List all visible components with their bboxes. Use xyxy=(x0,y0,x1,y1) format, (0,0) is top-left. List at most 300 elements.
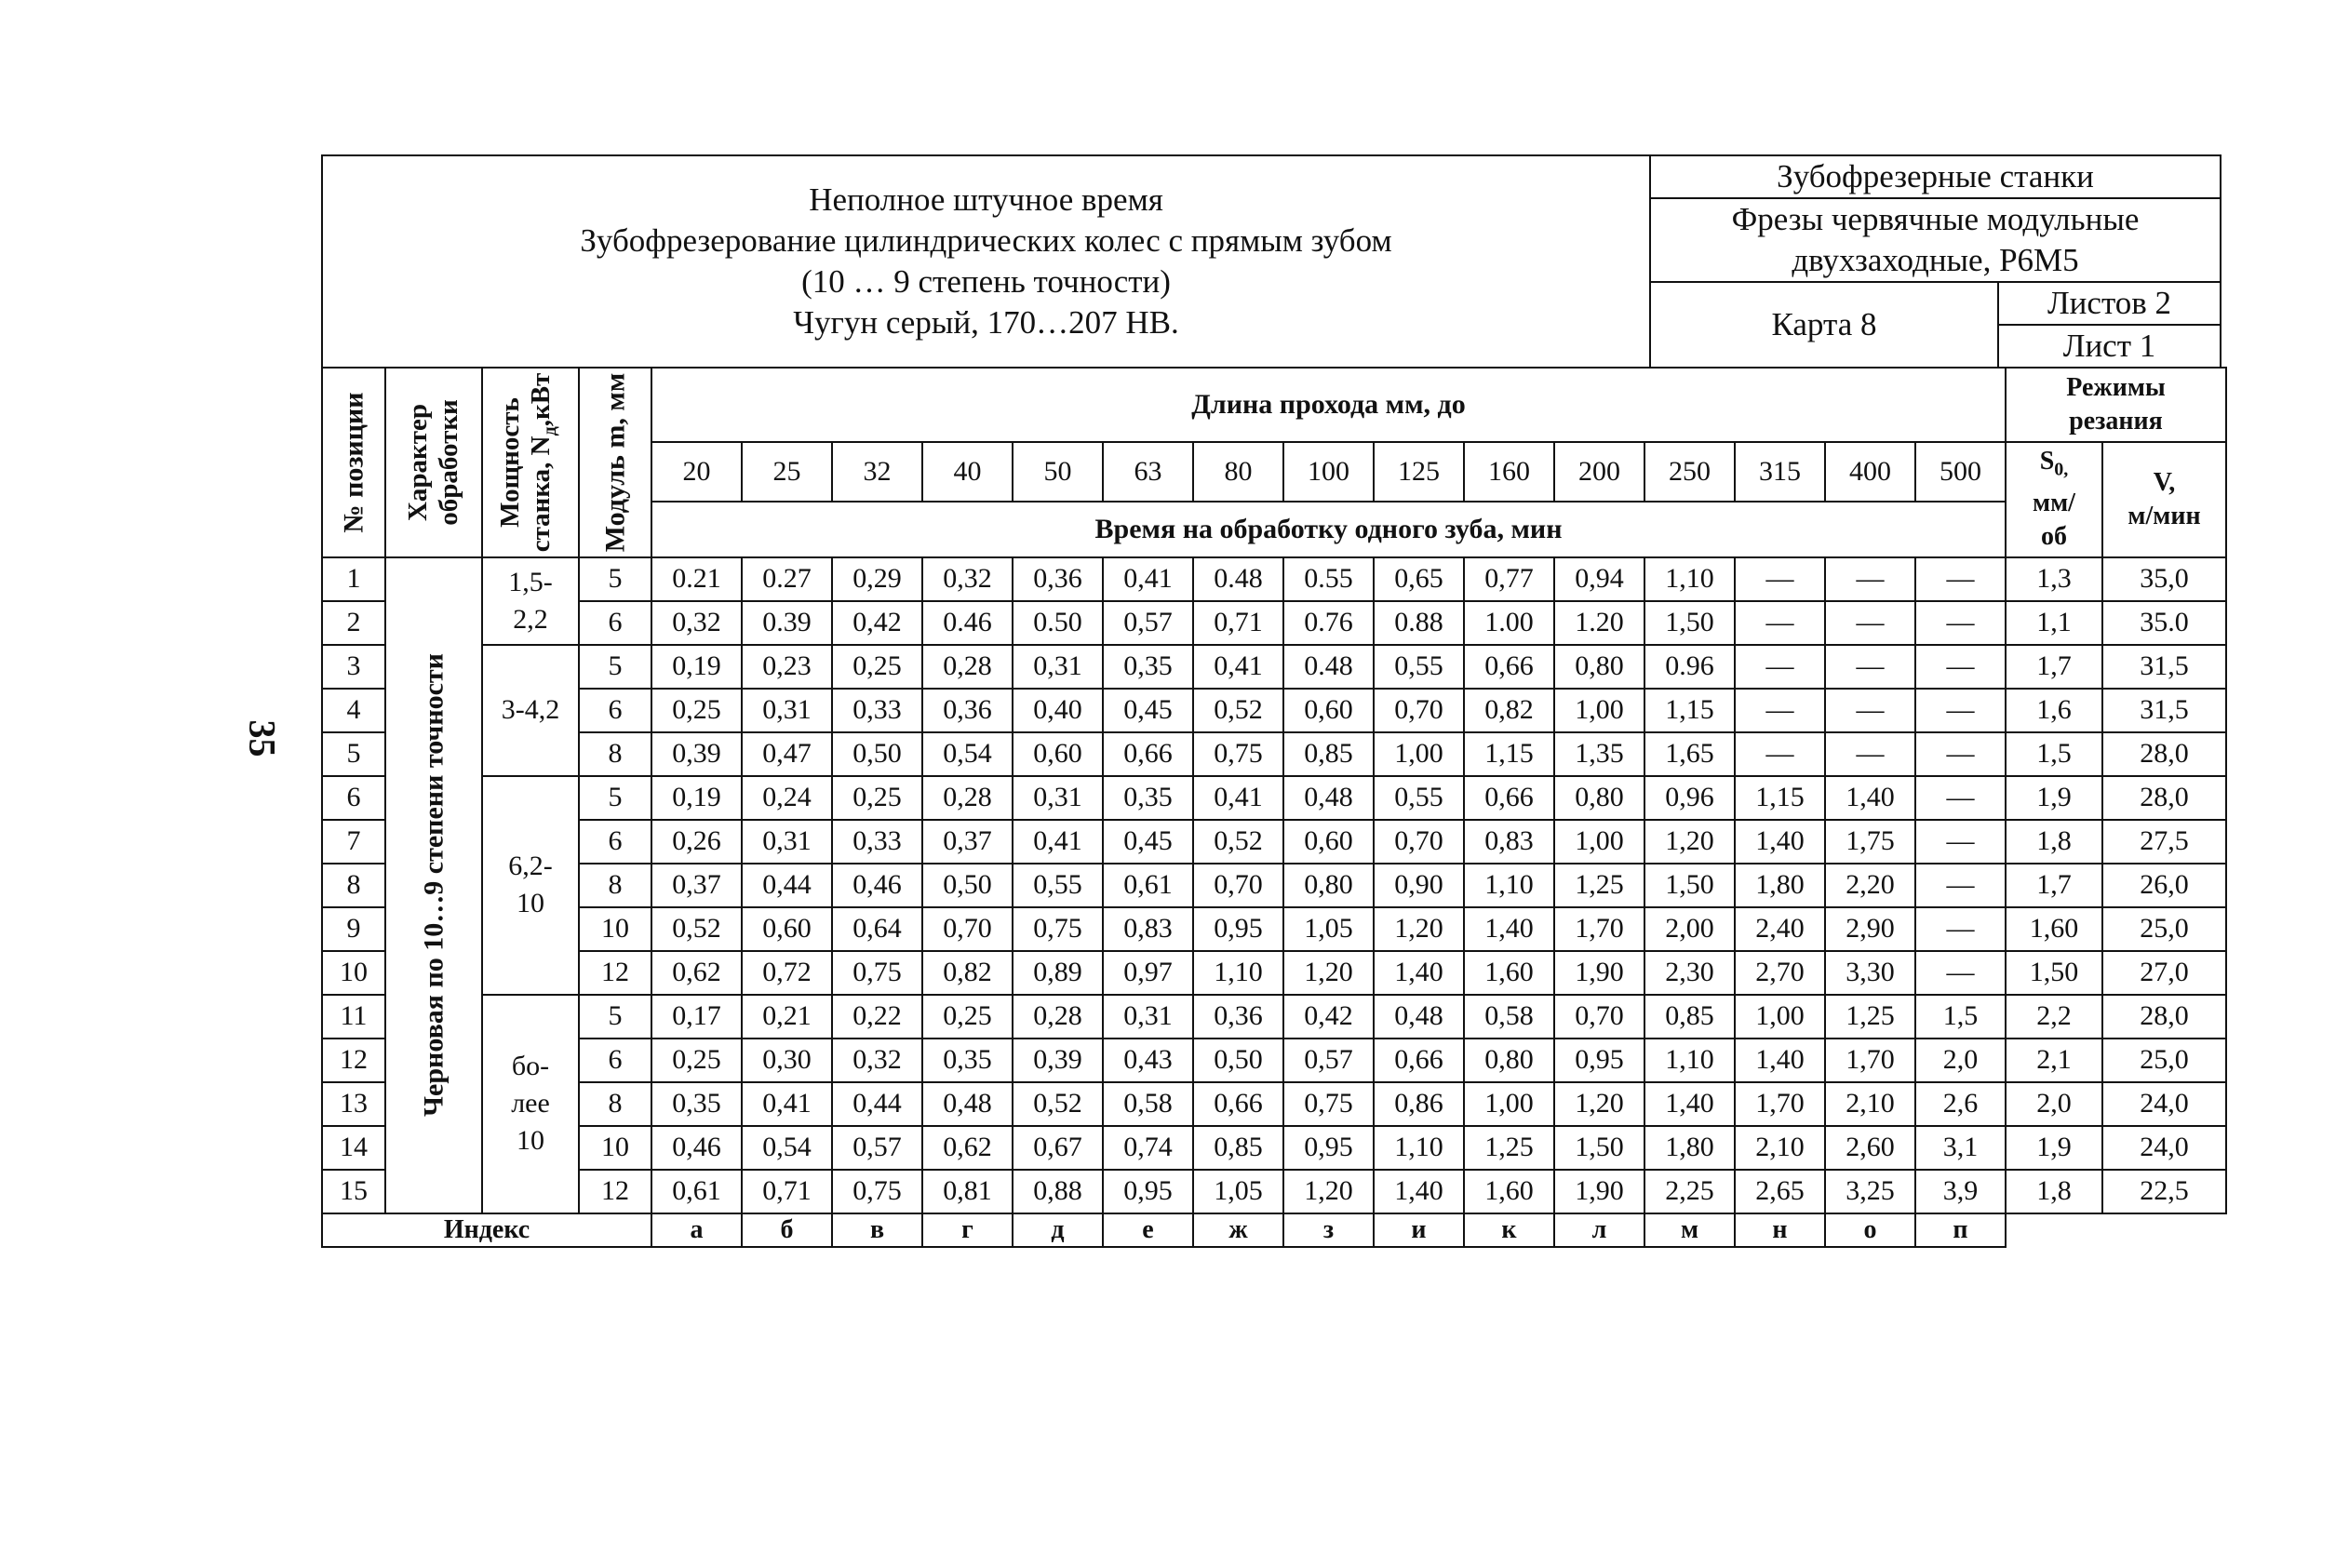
s0-cell: 1,5 xyxy=(2006,732,2102,776)
time-cell: 0,62 xyxy=(922,1126,1013,1170)
time-cell: 0,85 xyxy=(1283,732,1374,776)
time-cell: 0.48 xyxy=(1193,557,1283,601)
time-cell: 1,40 xyxy=(1464,907,1554,951)
power-group-cell xyxy=(482,557,579,645)
time-cell: 1,70 xyxy=(1735,1082,1825,1126)
power-group-line: лее xyxy=(511,1088,550,1119)
s0-cell: 1,60 xyxy=(2006,907,2102,951)
time-cell: 0,39 xyxy=(1013,1039,1103,1082)
time-cell: 0.55 xyxy=(1283,557,1374,601)
time-cell: 0,50 xyxy=(832,732,922,776)
index-letter: н xyxy=(1735,1213,1825,1247)
norm-card xyxy=(321,154,2220,1248)
time-cell: 1,50 xyxy=(1644,864,1735,907)
position-cell: 3 xyxy=(322,645,385,689)
module-cell: 6 xyxy=(579,1039,651,1082)
time-cell: 0,70 xyxy=(1374,689,1464,732)
time-cell: 0,43 xyxy=(1103,1039,1193,1082)
col-header-position-label: № позиции xyxy=(338,391,369,533)
title-line-4: Чугун серый, 170…207 HB. xyxy=(793,304,1179,341)
module-cell: 12 xyxy=(579,951,651,995)
module-cell: 8 xyxy=(579,1082,651,1126)
col-header-position xyxy=(322,368,385,557)
position-cell: 13 xyxy=(322,1082,385,1126)
time-cell: — xyxy=(1825,732,1915,776)
time-cell: 0,42 xyxy=(1283,995,1374,1039)
time-cell: 0,75 xyxy=(832,951,922,995)
position-cell: 4 xyxy=(322,689,385,732)
s0-cell: 2,1 xyxy=(2006,1039,2102,1082)
length-group-header: Длина прохода мм, до xyxy=(651,368,2006,442)
time-cell: 0,54 xyxy=(742,1126,832,1170)
v-cell: 28,0 xyxy=(2102,732,2226,776)
length-col-80: 80 xyxy=(1193,442,1283,502)
time-cell: 0,46 xyxy=(651,1126,742,1170)
time-cell: 0,77 xyxy=(1464,557,1554,601)
time-cell: — xyxy=(1915,601,2006,645)
time-cell: 0,31 xyxy=(1013,776,1103,820)
time-cell: 0,41 xyxy=(1193,645,1283,689)
time-cell: 0,23 xyxy=(742,645,832,689)
time-cell: 0,70 xyxy=(1554,995,1644,1039)
time-cell: 0,28 xyxy=(922,776,1013,820)
time-cell: 0,66 xyxy=(1103,732,1193,776)
v-cell: 31,5 xyxy=(2102,645,2226,689)
time-cell: — xyxy=(1915,689,2006,732)
position-cell: 8 xyxy=(322,864,385,907)
module-cell: 10 xyxy=(579,1126,651,1170)
time-cell: 0,60 xyxy=(742,907,832,951)
time-cell: — xyxy=(1915,951,2006,995)
time-cell: 0,45 xyxy=(1103,820,1193,864)
time-cell: 1,60 xyxy=(1464,1170,1554,1213)
time-cell: 1,25 xyxy=(1464,1126,1554,1170)
s0-cell: 1,9 xyxy=(2006,1126,2102,1170)
table-row xyxy=(322,776,2226,820)
time-cell: 0,37 xyxy=(651,864,742,907)
time-cell: 0,90 xyxy=(1374,864,1464,907)
character-label: Черновая по 10…9 степени точности xyxy=(418,653,450,1117)
position-cell: 14 xyxy=(322,1126,385,1170)
time-cell: 0,66 xyxy=(1464,776,1554,820)
page-number: 35 xyxy=(241,719,284,757)
time-cell: 2,60 xyxy=(1825,1126,1915,1170)
time-cell: 0,67 xyxy=(1013,1126,1103,1170)
time-cell: 1,75 xyxy=(1825,820,1915,864)
index-letter: г xyxy=(922,1213,1013,1247)
time-cell: 0,25 xyxy=(832,776,922,820)
time-cell: 1,10 xyxy=(1644,557,1735,601)
module-cell: 5 xyxy=(579,645,651,689)
power-group-line: 2,2 xyxy=(513,603,548,635)
table-row xyxy=(322,995,2226,1039)
length-col-250: 250 xyxy=(1644,442,1735,502)
time-cell: — xyxy=(1825,689,1915,732)
time-cell: 0,30 xyxy=(742,1039,832,1082)
length-col-20: 20 xyxy=(651,442,742,502)
time-cell: 0,25 xyxy=(651,1039,742,1082)
time-cell: — xyxy=(1735,689,1825,732)
time-cell: — xyxy=(1915,732,2006,776)
time-cell: 2,40 xyxy=(1735,907,1825,951)
col-header-power xyxy=(482,368,579,557)
index-letter: о xyxy=(1825,1213,1915,1247)
time-cell: 0,60 xyxy=(1283,820,1374,864)
time-cell: — xyxy=(1915,820,2006,864)
position-cell: 2 xyxy=(322,601,385,645)
norm-table xyxy=(321,367,2227,1248)
tool-line-2: двухзаходные, Р6М5 xyxy=(1792,242,2079,278)
time-cell: 0,75 xyxy=(1013,907,1103,951)
time-cell: 0,58 xyxy=(1464,995,1554,1039)
time-cell: 1,60 xyxy=(1464,951,1554,995)
time-cell: 0,19 xyxy=(651,776,742,820)
v-cell: 26,0 xyxy=(2102,864,2226,907)
time-cell: 2,70 xyxy=(1735,951,1825,995)
time-cell: 0,33 xyxy=(832,689,922,732)
time-cell: 1.20 xyxy=(1554,601,1644,645)
v-unit: м/мин xyxy=(2128,501,2201,530)
time-cell: 0,25 xyxy=(651,689,742,732)
time-cell: — xyxy=(1825,557,1915,601)
time-cell: 0,55 xyxy=(1374,776,1464,820)
length-col-315: 315 xyxy=(1735,442,1825,502)
time-cell: 0,57 xyxy=(832,1126,922,1170)
time-cell: 0,19 xyxy=(651,645,742,689)
s0-cell: 1,7 xyxy=(2006,864,2102,907)
position-cell: 7 xyxy=(322,820,385,864)
time-cell: 1,25 xyxy=(1554,864,1644,907)
index-letter: и xyxy=(1374,1213,1464,1247)
index-letter: е xyxy=(1103,1213,1193,1247)
time-cell: 0,21 xyxy=(742,995,832,1039)
time-cell: 0,71 xyxy=(742,1170,832,1213)
time-cell: 3,1 xyxy=(1915,1126,2006,1170)
col-header-power-sub: д xyxy=(539,425,560,436)
time-cell: 0,42 xyxy=(832,601,922,645)
time-cell: 0,28 xyxy=(1013,995,1103,1039)
time-cell: 0,35 xyxy=(1103,645,1193,689)
time-cell: — xyxy=(1825,601,1915,645)
time-cell: 0,39 xyxy=(651,732,742,776)
time-cell: 1,10 xyxy=(1374,1126,1464,1170)
col-header-module xyxy=(579,368,651,557)
table-row xyxy=(322,557,2226,601)
time-cell: 0,35 xyxy=(1103,776,1193,820)
time-cell: — xyxy=(1915,907,2006,951)
time-cell: 0,32 xyxy=(922,557,1013,601)
s0-unit-2: об xyxy=(2041,521,2067,551)
time-cell: 0,31 xyxy=(1103,995,1193,1039)
time-cell: 0,83 xyxy=(1103,907,1193,951)
time-cell: 0,89 xyxy=(1013,951,1103,995)
time-cell: 0.27 xyxy=(742,557,832,601)
length-col-40: 40 xyxy=(922,442,1013,502)
time-cell: 0,61 xyxy=(1103,864,1193,907)
time-cell: 0,83 xyxy=(1464,820,1554,864)
time-cell: 1,40 xyxy=(1374,1170,1464,1213)
time-cell: 0,32 xyxy=(651,601,742,645)
time-cell: 0,41 xyxy=(742,1082,832,1126)
index-letter: ж xyxy=(1193,1213,1283,1247)
time-cell: 1,40 xyxy=(1644,1082,1735,1126)
regimes-line-2: резания xyxy=(2069,406,2163,436)
title-line-2: Зубофрезерование цилиндрических колес с прямым зубом xyxy=(580,222,1392,259)
table-row xyxy=(322,1039,2226,1082)
v-cell: 25,0 xyxy=(2102,1039,2226,1082)
time-cell: 0.39 xyxy=(742,601,832,645)
power-group-line: 3-4,2 xyxy=(501,694,560,725)
time-cell: 1,40 xyxy=(1825,776,1915,820)
time-cell: 1,15 xyxy=(1644,689,1735,732)
col-header-module-label: Модуль m, мм xyxy=(599,372,631,552)
length-col-63: 63 xyxy=(1103,442,1193,502)
v-cell: 25,0 xyxy=(2102,907,2226,951)
s0-header xyxy=(2006,442,2102,557)
time-cell: 0,80 xyxy=(1554,645,1644,689)
module-cell: 8 xyxy=(579,732,651,776)
v-cell: 24,0 xyxy=(2102,1126,2226,1170)
index-letter: а xyxy=(651,1213,742,1247)
power-group-line: бо- xyxy=(511,1051,550,1081)
time-cell: 0,52 xyxy=(1193,689,1283,732)
v-cell: 22,5 xyxy=(2102,1170,2226,1213)
length-col-32: 32 xyxy=(832,442,922,502)
time-cell: 1,20 xyxy=(1283,951,1374,995)
time-cell: 0,82 xyxy=(1464,689,1554,732)
time-cell: 3,30 xyxy=(1825,951,1915,995)
v-cell: 24,0 xyxy=(2102,1082,2226,1126)
length-col-160: 160 xyxy=(1464,442,1554,502)
index-row xyxy=(322,1213,2226,1247)
time-cell: 2,10 xyxy=(1825,1082,1915,1126)
time-cell: 0,32 xyxy=(832,1039,922,1082)
time-cell: 0,48 xyxy=(1374,995,1464,1039)
power-group-line: 10 xyxy=(517,1125,544,1156)
time-cell: — xyxy=(1735,557,1825,601)
time-cell: 2,0 xyxy=(1915,1039,2006,1082)
time-cell: 1,10 xyxy=(1193,951,1283,995)
table-row xyxy=(322,601,2226,645)
card-title xyxy=(322,155,1650,368)
time-cell: 0,26 xyxy=(651,820,742,864)
time-cell: 0,85 xyxy=(1193,1126,1283,1170)
time-cell: 0,70 xyxy=(1193,864,1283,907)
title-line-1: Неполное штучное время xyxy=(809,181,1163,218)
col-header-character xyxy=(385,368,482,557)
time-cell: 0.46 xyxy=(922,601,1013,645)
time-cell: 2,65 xyxy=(1735,1170,1825,1213)
position-cell: 1 xyxy=(322,557,385,601)
length-col-125: 125 xyxy=(1374,442,1464,502)
length-col-400: 400 xyxy=(1825,442,1915,502)
time-cell: 2,00 xyxy=(1644,907,1735,951)
length-col-25: 25 xyxy=(742,442,832,502)
time-cell: 0,60 xyxy=(1013,732,1103,776)
time-cell: 0,94 xyxy=(1554,557,1644,601)
time-cell: 0,52 xyxy=(1013,1082,1103,1126)
time-cell: 2,25 xyxy=(1644,1170,1735,1213)
module-cell: 5 xyxy=(579,776,651,820)
time-cell: 1,70 xyxy=(1825,1039,1915,1082)
time-cell: 0,44 xyxy=(832,1082,922,1126)
time-cell: 1,05 xyxy=(1193,1170,1283,1213)
time-cell: 1,15 xyxy=(1735,776,1825,820)
time-cell: 0,54 xyxy=(922,732,1013,776)
table-row xyxy=(322,907,2226,951)
time-cell: 2,20 xyxy=(1825,864,1915,907)
time-cell: 0,81 xyxy=(922,1170,1013,1213)
time-cell: 0,36 xyxy=(1193,995,1283,1039)
time-cell: 0,72 xyxy=(742,951,832,995)
s0-symbol: S xyxy=(2039,447,2055,476)
s0-cell: 1,9 xyxy=(2006,776,2102,820)
time-cell: 0,95 xyxy=(1283,1126,1374,1170)
sheet-number: Лист 1 xyxy=(1998,325,2221,368)
s0-header-symbol xyxy=(2007,445,2101,487)
time-cell: — xyxy=(1735,601,1825,645)
time-cell: 0,66 xyxy=(1374,1039,1464,1082)
time-cell: 0,55 xyxy=(1013,864,1103,907)
time-cell: 1,65 xyxy=(1644,732,1735,776)
s0-cell: 1,1 xyxy=(2006,601,2102,645)
time-cell: 1.00 xyxy=(1464,601,1554,645)
length-col-200: 200 xyxy=(1554,442,1644,502)
time-cell: 0,41 xyxy=(1013,820,1103,864)
time-cell: 1,40 xyxy=(1735,820,1825,864)
v-symbol: V, xyxy=(2153,467,2176,497)
time-cell: 1,70 xyxy=(1554,907,1644,951)
time-cell: 1,10 xyxy=(1644,1039,1735,1082)
s0-cell: 2,0 xyxy=(2006,1082,2102,1126)
power-group-line: 1,5- xyxy=(508,566,553,597)
tool-type xyxy=(1650,198,2221,282)
time-cell: 0,95 xyxy=(1193,907,1283,951)
time-cell: 0,28 xyxy=(922,645,1013,689)
time-cell: 1,20 xyxy=(1283,1170,1374,1213)
time-cell: 0,33 xyxy=(832,820,922,864)
time-cell: 0,70 xyxy=(1374,820,1464,864)
time-cell: 0,75 xyxy=(1283,1082,1374,1126)
time-cell: 0,71 xyxy=(1193,601,1283,645)
time-cell: 0,50 xyxy=(1193,1039,1283,1082)
module-cell: 6 xyxy=(579,820,651,864)
time-cell: 0,46 xyxy=(832,864,922,907)
time-cell: 0,75 xyxy=(1193,732,1283,776)
time-cell: 1,50 xyxy=(1554,1126,1644,1170)
time-cell: 0,31 xyxy=(1013,645,1103,689)
v-cell: 28,0 xyxy=(2102,776,2226,820)
time-cell: — xyxy=(1915,864,2006,907)
time-cell: 0,82 xyxy=(922,951,1013,995)
title-line-3: (10 … 9 степень точности) xyxy=(801,263,1171,300)
time-cell: 0,36 xyxy=(1013,557,1103,601)
time-cell: 1,35 xyxy=(1554,732,1644,776)
time-cell: — xyxy=(1915,776,2006,820)
time-cell: 0,25 xyxy=(832,645,922,689)
position-cell: 10 xyxy=(322,951,385,995)
position-cell: 5 xyxy=(322,732,385,776)
module-cell: 10 xyxy=(579,907,651,951)
time-cell: 1,20 xyxy=(1374,907,1464,951)
v-header xyxy=(2102,442,2226,557)
time-cell: 0,52 xyxy=(1193,820,1283,864)
table-row xyxy=(322,645,2226,689)
time-cell: 0,31 xyxy=(742,820,832,864)
time-cell: 2,10 xyxy=(1735,1126,1825,1170)
position-cell: 12 xyxy=(322,1039,385,1082)
v-cell: 27,0 xyxy=(2102,951,2226,995)
time-cell: 2,6 xyxy=(1915,1082,2006,1126)
time-cell: 0,35 xyxy=(651,1082,742,1126)
time-cell: 0,29 xyxy=(832,557,922,601)
power-group-cell xyxy=(482,776,579,995)
index-letter: п xyxy=(1915,1213,2006,1247)
time-cell: 0,48 xyxy=(922,1082,1013,1126)
time-cell: 0,66 xyxy=(1193,1082,1283,1126)
position-cell: 11 xyxy=(322,995,385,1039)
table-row xyxy=(322,1170,2226,1213)
module-cell: 5 xyxy=(579,995,651,1039)
time-cell: 0,50 xyxy=(922,864,1013,907)
position-cell: 15 xyxy=(322,1170,385,1213)
v-cell: 27,5 xyxy=(2102,820,2226,864)
time-cell: 3,25 xyxy=(1825,1170,1915,1213)
time-cell: — xyxy=(1915,557,2006,601)
time-cell: 0,80 xyxy=(1464,1039,1554,1082)
position-cell: 9 xyxy=(322,907,385,951)
time-cell: 0,74 xyxy=(1103,1126,1193,1170)
table-row xyxy=(322,820,2226,864)
time-cell: 0.76 xyxy=(1283,601,1374,645)
time-cell: 0,97 xyxy=(1103,951,1193,995)
length-col-500: 500 xyxy=(1915,442,2006,502)
index-letter: д xyxy=(1013,1213,1103,1247)
header-table xyxy=(321,154,2221,369)
time-cell: 1,00 xyxy=(1735,995,1825,1039)
time-cell: 1,00 xyxy=(1374,732,1464,776)
time-cell: 0,17 xyxy=(651,995,742,1039)
time-cell: 1,90 xyxy=(1554,951,1644,995)
time-cell: 1,20 xyxy=(1644,820,1735,864)
index-letter: з xyxy=(1283,1213,1374,1247)
time-cell: 1,10 xyxy=(1464,864,1554,907)
length-col-50: 50 xyxy=(1013,442,1103,502)
time-cell: 0,44 xyxy=(742,864,832,907)
time-cell: 0,55 xyxy=(1374,645,1464,689)
time-cell: — xyxy=(1735,732,1825,776)
regimes-line-1: Режимы xyxy=(2066,372,2166,402)
character-cell xyxy=(385,557,482,1213)
time-cell: 0,96 xyxy=(1644,776,1735,820)
time-cell: 0,65 xyxy=(1374,557,1464,601)
time-cell: 3,9 xyxy=(1915,1170,2006,1213)
regimes-header xyxy=(2006,368,2226,442)
time-cell: 0,75 xyxy=(832,1170,922,1213)
time-cell: 1,00 xyxy=(1464,1082,1554,1126)
time-cell: 0,86 xyxy=(1374,1082,1464,1126)
card-number: Карта 8 xyxy=(1650,282,1998,368)
s0-cell: 2,2 xyxy=(2006,995,2102,1039)
time-cell: 0.96 xyxy=(1644,645,1735,689)
time-cell: 1,25 xyxy=(1825,995,1915,1039)
s0-subscript: 0, xyxy=(2054,459,2069,480)
sheets-count: Листов 2 xyxy=(1998,282,2221,325)
time-cell: 0,95 xyxy=(1103,1170,1193,1213)
s0-cell: 1,6 xyxy=(2006,689,2102,732)
time-cell: 0,66 xyxy=(1464,645,1554,689)
time-cell: 0,85 xyxy=(1644,995,1735,1039)
